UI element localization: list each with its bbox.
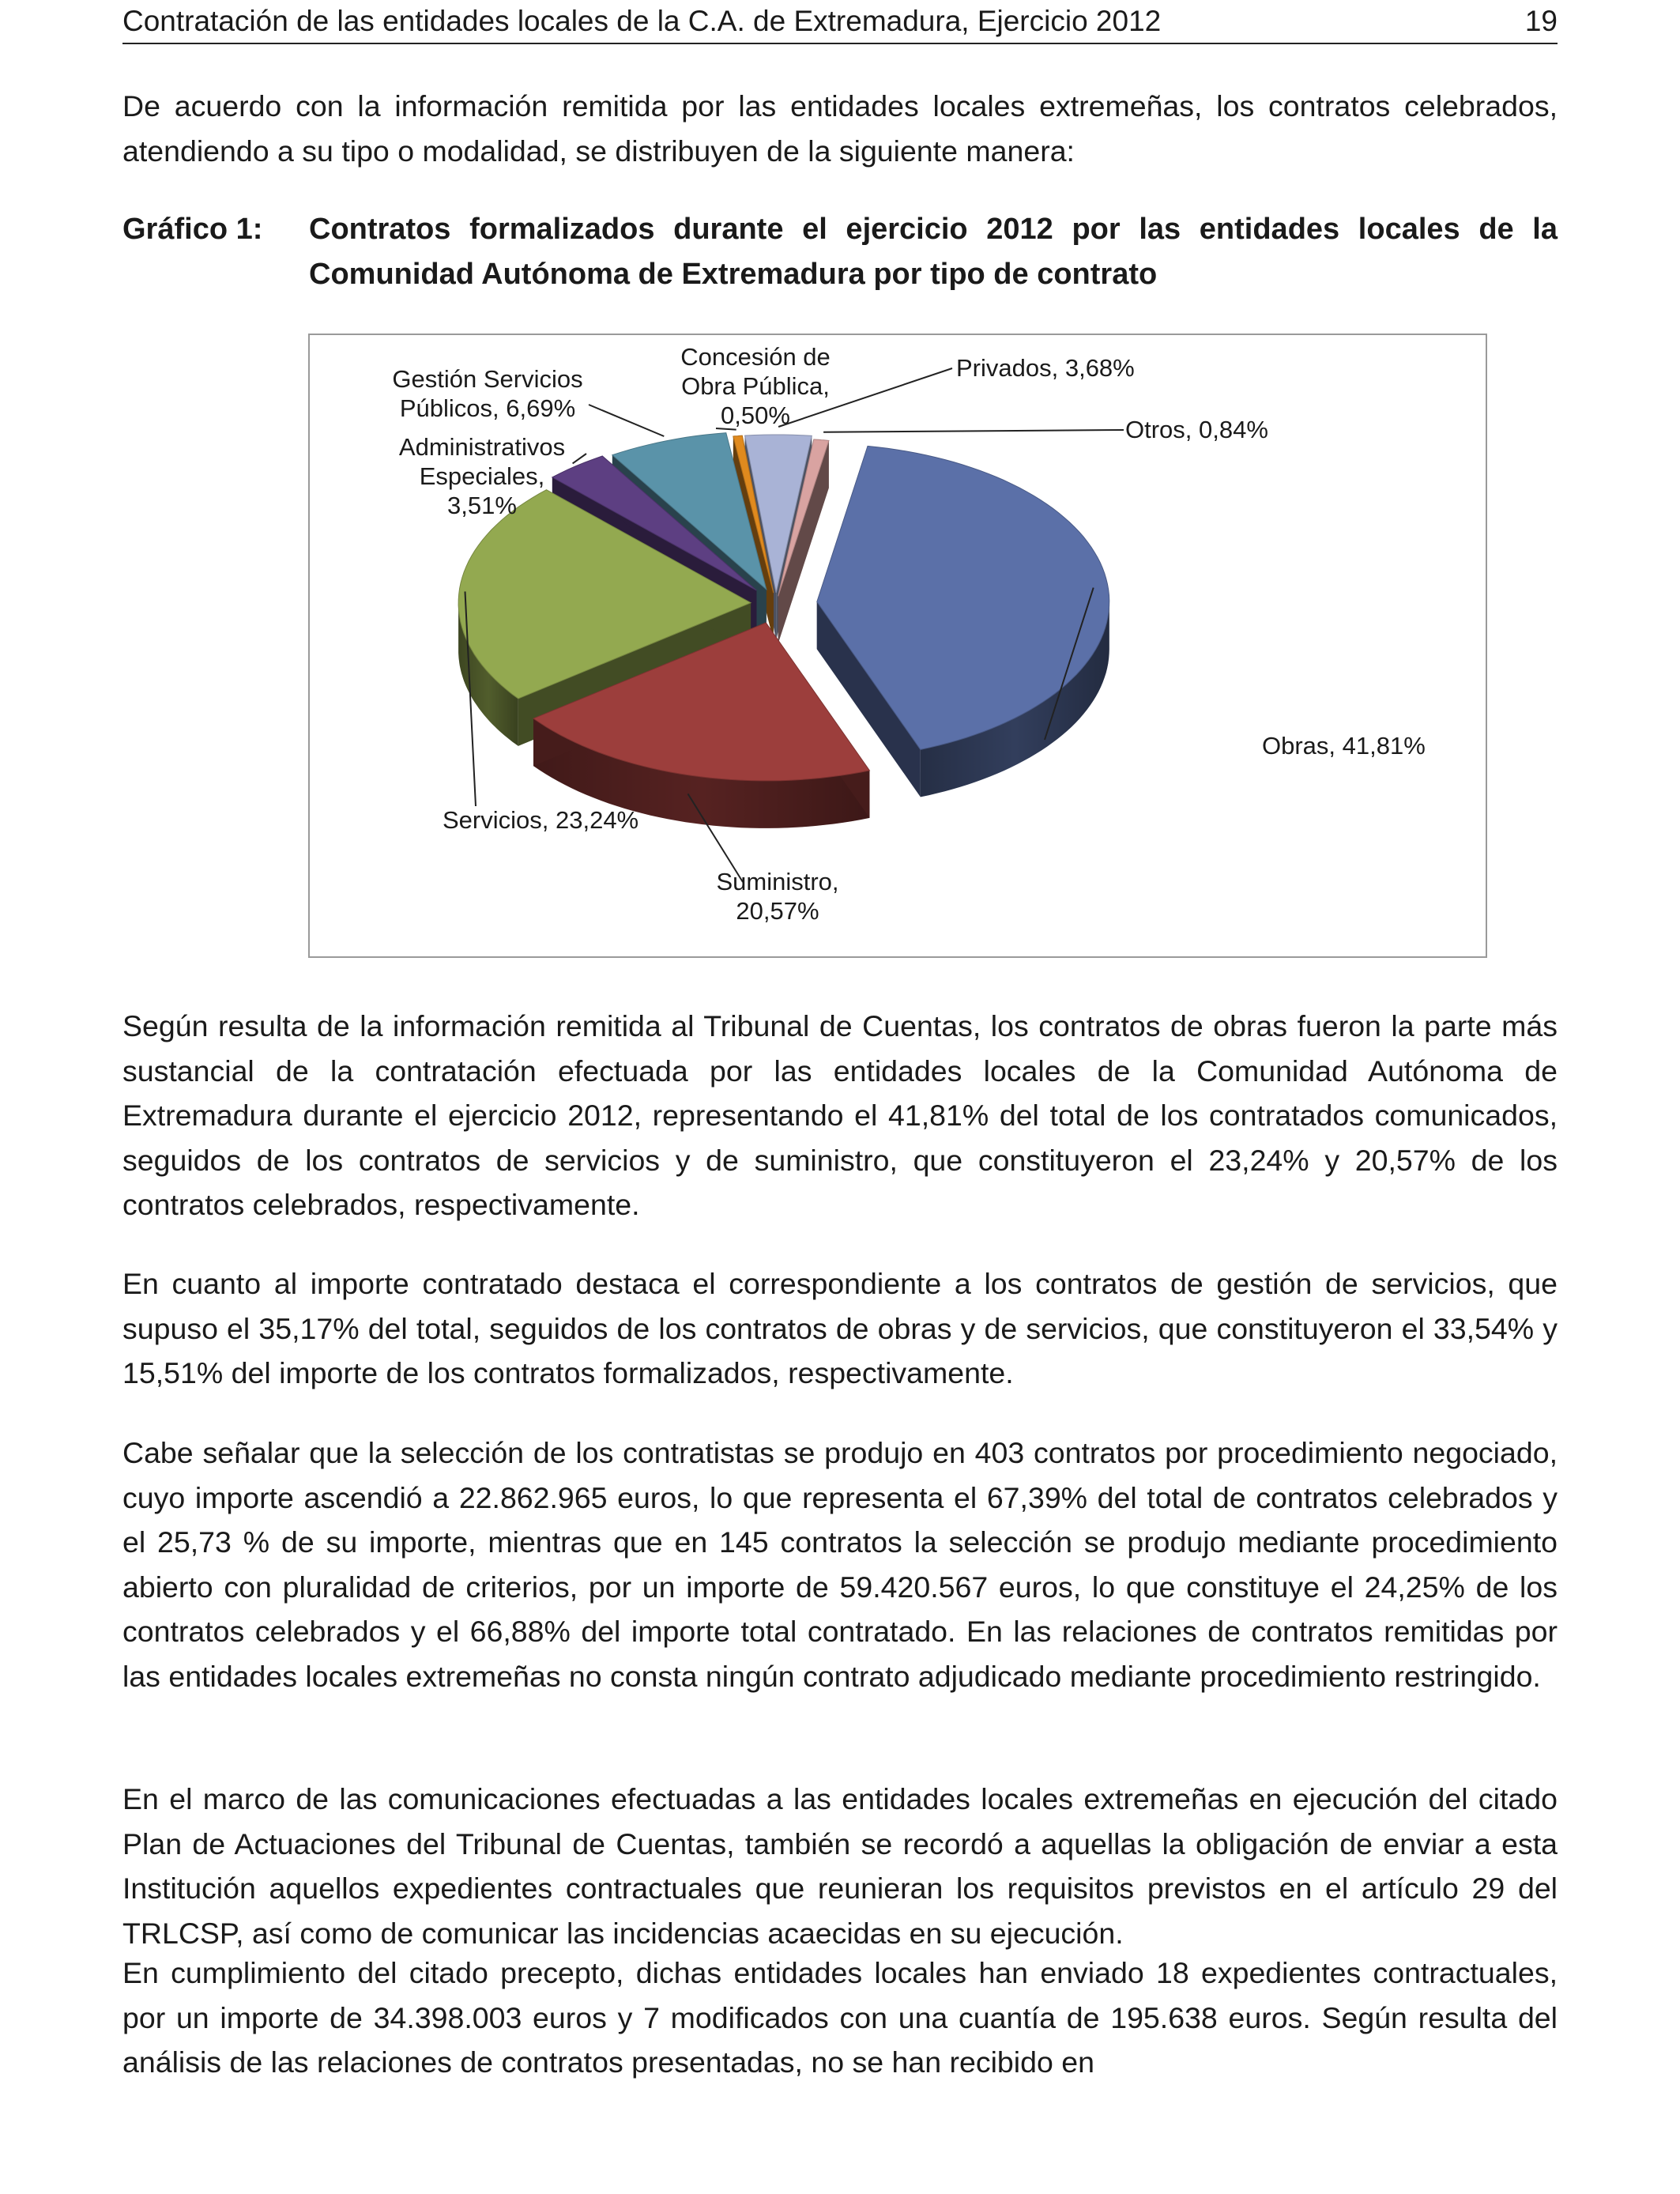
figure-caption-text: Contratos formalizados durante el ejercicio 2012 por las entidades locales de la Comunidad Autónoma de Extremadura por tipo de contrato [309,213,1558,291]
paragraph-3: Cabe señalar que la selección de los contratistas se produjo en 403 contratos por procedimiento negociado, cuyo importe ascendió a 22.862.965 euros, lo que representa el 67,39% del total de contratos celebrados y el 25,73 % de su importe, mientras que en 145 contratos la selección se produjo mediante procedimiento abierto con pluralidad de criterios, por un importe de 59.420.567 euros, lo que constituye el 24,25% de los contratos celebrados y el 66,88% del importe total contratado. En las relaciones de contratos remitidas por las entidades locales extremeñas no consta ningún contrato adjudicado mediante procedimiento restringido. [122,1436,1558,1693]
slice-label: Suministro, 20,57% [716,868,839,925]
slice-label: Otros, 0,84% [1125,416,1268,443]
paragraph-4: En el marco de las comunicaciones efectuadas a las entidades locales extremeñas en ejecución del citado Plan de Actuaciones del Tribunal de Cuentas, también se recordó a aquellas la obligación de enviar a esta Institución aquellos expedientes contractuales que reunieran los requisitos previstos en el artículo 29 del TRLCSP, así como de comunicar las incidencias acaecidas en su ejecución. [122,1782,1558,1950]
slice-label: Administrativos Especiales, 3,51% [398,433,566,519]
pie-chart [308,334,1487,958]
leader-line [573,454,586,463]
paragraph-5: En cumplimiento del citado precepto, dichas entidades locales han enviado 18 expedientes contractuales, por un importe de 34.398.003 euros y 7 modificados con una cuantía de 195.638 euros. Según resulta del análisis de las relaciones de contratos presentadas, no se han recibido en [122,1956,1558,2079]
header-title: Contratación de las entidades locales de la C.A. de Extremadura, Ejercicio 2012 [122,5,1162,37]
figure-label: Gráfico 1: [122,213,263,246]
pie-chart-canvas [310,335,1486,956]
slice-label: Gestión Servicios Públicos, 6,69% [392,365,583,422]
leader-line [823,430,1124,432]
page-header [122,5,1558,44]
page-number: 19 [1524,5,1558,37]
paragraph-1: Según resulta de la información remitida al Tribunal de Cuentas, los contratos de obras fueron la parte más sustancial de la contratación efectuada por las entidades locales de la Comunidad Autónoma de Extremadura durante el ejercicio 2012, representando el 41,81% del total de los contratados comunicados, seguidos de los contratos de servicios y de suministro, que constituyeron el 23,24% y 20,57% de los contratos celebrados, respectivamente. [122,1009,1558,1221]
slice-label: Servicios, 23,24% [443,806,639,834]
slice-label: Obras, 41,81% [1262,732,1426,760]
leader-line [589,405,664,436]
intro-paragraph: De acuerdo con la información remitida por las entidades locales extremeñas, los contratos celebrados, atendiendo a su tipo o modalidad, se distribuyen de la siguiente manera: [122,89,1558,168]
paragraph-2: En cuanto al importe contratado destaca el correspondiente a los contratos de gestión de servicios, que supuso el 35,17% del total, seguidos de los contratos de obras y de servicios, que constituyeron el 33,54% y 15,51% del importe de los contratos formalizados, respectivamente. [122,1267,1558,1389]
slice-label: Concesión de Obra Pública, 0,50% [680,343,831,429]
slice-label: Privados, 3,68% [956,354,1135,382]
